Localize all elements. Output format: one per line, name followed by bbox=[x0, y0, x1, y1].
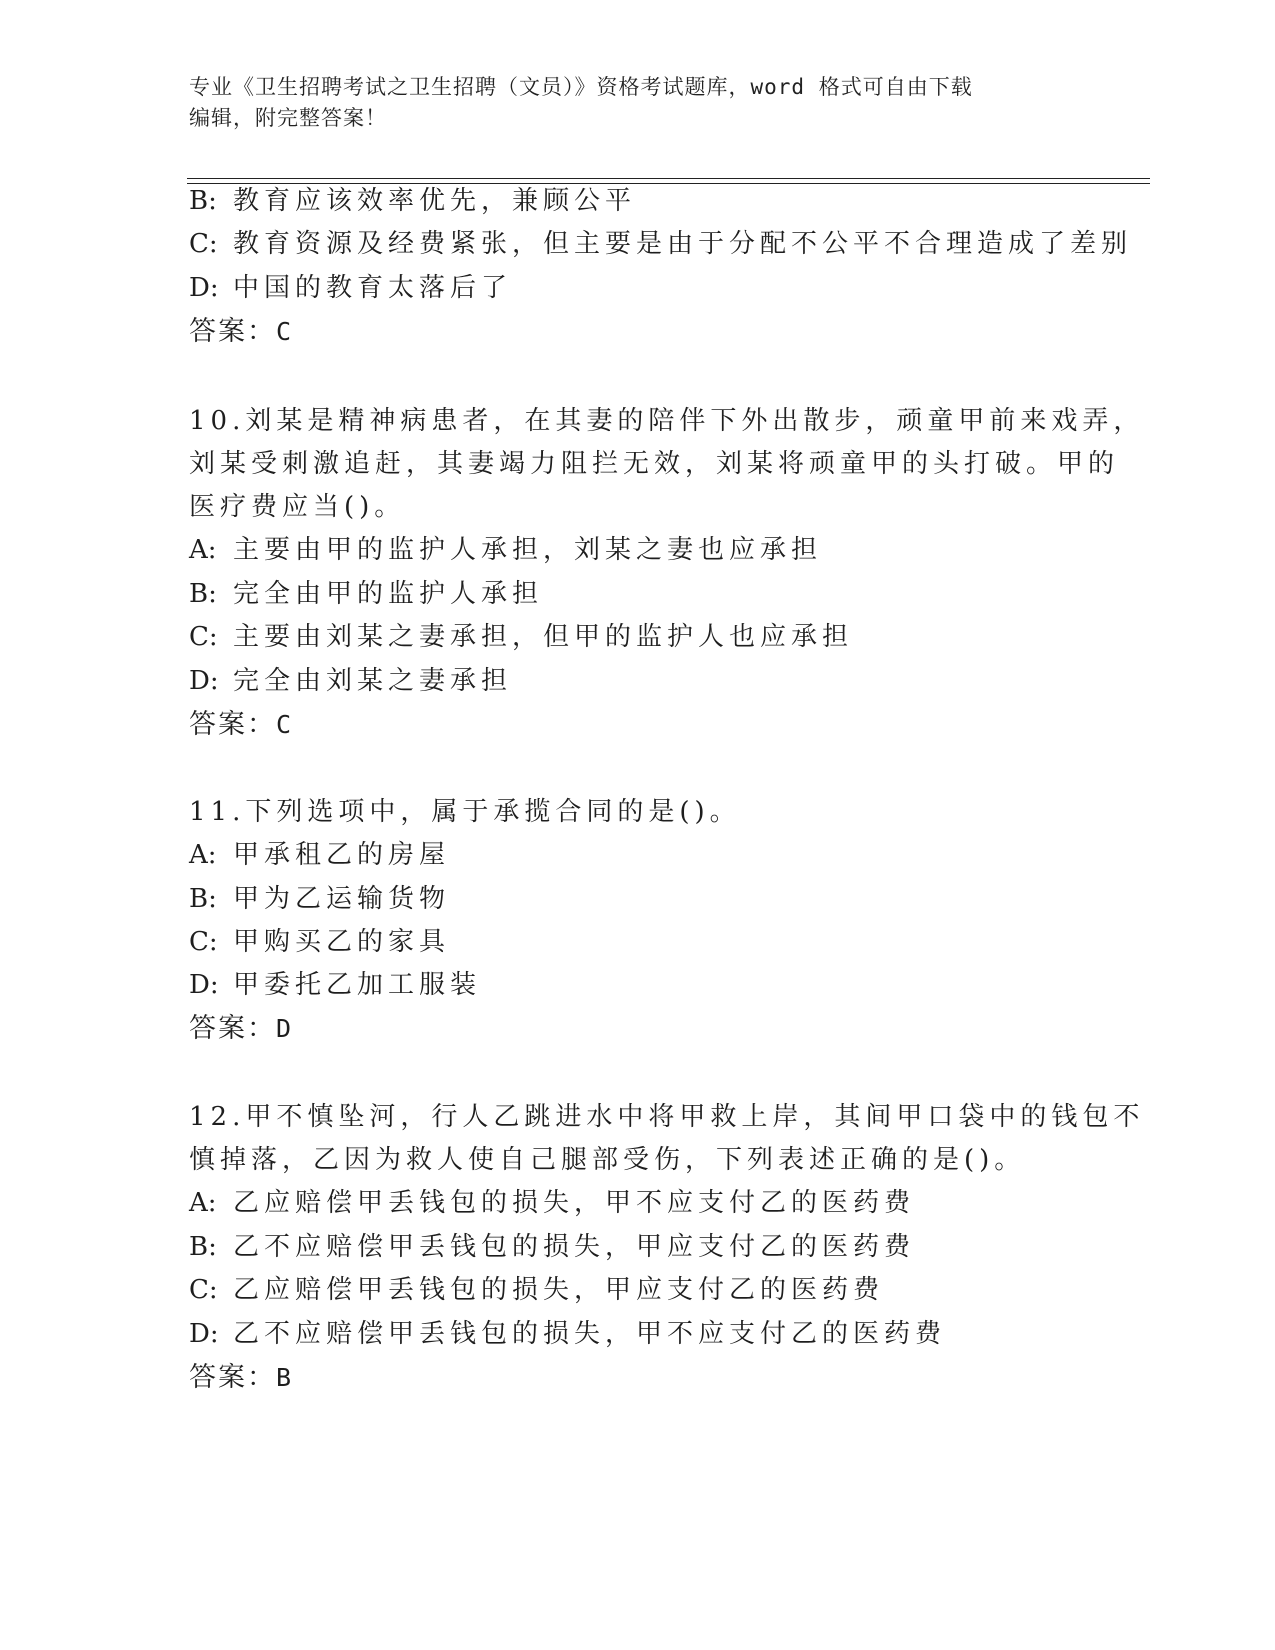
header-line-1: 专业《卫生招聘考试之卫生招聘（文员）》资格考试题库，word 格式可自由下载 bbox=[189, 75, 973, 99]
option-c bbox=[189, 925, 450, 959]
option-text: 主要由刘某之妻承担，但甲的监护人也应承担 bbox=[233, 622, 854, 652]
question-stem-line: 11.下列选项中，属于承揽合同的是()。 bbox=[189, 797, 741, 827]
option-b bbox=[189, 1230, 915, 1264]
question-stem-line: 医疗费应当()。 bbox=[189, 492, 406, 522]
option-text: 乙应赔偿甲丢钱包的损失，甲应支付乙的医药费 bbox=[233, 1275, 885, 1305]
option-a bbox=[189, 533, 822, 567]
answer-line bbox=[189, 708, 293, 742]
option-letter: D: bbox=[189, 1319, 219, 1349]
option-text: 甲为乙运输货物 bbox=[233, 884, 451, 914]
option-d bbox=[189, 271, 512, 305]
answer-value: D bbox=[276, 1014, 294, 1043]
question-stem-line: 刘某受刺激追赶，其妻竭力阻拦无效，刘某将顽童甲的头打破。甲的 bbox=[189, 449, 1120, 479]
option-d bbox=[189, 1317, 946, 1351]
answer-line bbox=[189, 1361, 293, 1395]
question-stem-line: 12.甲不慎坠河，行人乙跳进水中将甲救上岸，其间甲口袋中的钱包不 bbox=[189, 1102, 1145, 1132]
option-letter: C: bbox=[189, 927, 218, 957]
option-letter: B: bbox=[189, 186, 217, 216]
answer-line bbox=[189, 315, 293, 349]
option-c bbox=[189, 1273, 884, 1307]
option-text: 乙不应赔偿甲丢钱包的损失，甲不应支付乙的医药费 bbox=[233, 1319, 947, 1349]
option-letter: B: bbox=[189, 579, 217, 609]
question-stem-line: 10.刘某是精神病患者，在其妻的陪伴下外出散步，顽童甲前来戏弄， bbox=[189, 406, 1145, 436]
option-text: 甲承租乙的房屋 bbox=[233, 840, 451, 870]
answer-label: 答案： bbox=[189, 316, 276, 347]
option-text: 甲委托乙加工服装 bbox=[233, 970, 482, 1000]
option-c bbox=[189, 620, 853, 654]
option-text: 甲购买乙的家具 bbox=[233, 927, 451, 957]
answer-label: 答案： bbox=[189, 1013, 276, 1044]
option-letter: D: bbox=[189, 273, 219, 303]
option-letter: B: bbox=[189, 884, 217, 914]
answer-line bbox=[189, 1012, 293, 1046]
question-stem-line: 慎掉落，乙因为救人使自己腿部受伤，下列表述正确的是()。 bbox=[189, 1145, 1026, 1175]
option-text: 中国的教育太落后了 bbox=[233, 273, 513, 303]
option-a bbox=[189, 1186, 915, 1220]
option-d bbox=[189, 968, 481, 1002]
answer-value: C bbox=[276, 317, 294, 346]
option-text: 教育资源及经费紧张，但主要是由于分配不公平不合理造成了差别 bbox=[233, 229, 1133, 259]
header-line-2: 编辑，附完整答案！ bbox=[189, 106, 387, 130]
option-letter: C: bbox=[189, 229, 218, 259]
option-a bbox=[189, 838, 450, 872]
option-letter: C: bbox=[189, 622, 218, 652]
answer-value: B bbox=[276, 1363, 294, 1392]
option-d bbox=[189, 664, 512, 698]
option-letter: D: bbox=[189, 970, 219, 1000]
option-letter: A: bbox=[189, 1188, 217, 1218]
document-header bbox=[189, 72, 1069, 134]
option-b bbox=[189, 184, 636, 218]
option-letter: C: bbox=[189, 1275, 218, 1305]
option-letter: A: bbox=[189, 840, 217, 870]
answer-label: 答案： bbox=[189, 1362, 276, 1393]
option-b bbox=[189, 577, 543, 611]
answer-value: C bbox=[276, 710, 294, 739]
option-c bbox=[189, 227, 1132, 261]
option-text: 完全由甲的监护人承担 bbox=[233, 579, 544, 609]
option-text: 完全由刘某之妻承担 bbox=[233, 666, 513, 696]
option-text: 教育应该效率优先，兼顾公平 bbox=[233, 186, 637, 216]
option-letter: B: bbox=[189, 1232, 217, 1262]
option-letter: D: bbox=[189, 666, 219, 696]
header-divider-top bbox=[187, 178, 1150, 179]
option-text: 主要由甲的监护人承担，刘某之妻也应承担 bbox=[233, 535, 823, 565]
option-letter: A: bbox=[189, 535, 217, 565]
answer-label: 答案： bbox=[189, 709, 276, 740]
option-b bbox=[189, 882, 450, 916]
option-text: 乙应赔偿甲丢钱包的损失，甲不应支付乙的医药费 bbox=[233, 1188, 916, 1218]
option-text: 乙不应赔偿甲丢钱包的损失，甲应支付乙的医药费 bbox=[233, 1232, 916, 1262]
